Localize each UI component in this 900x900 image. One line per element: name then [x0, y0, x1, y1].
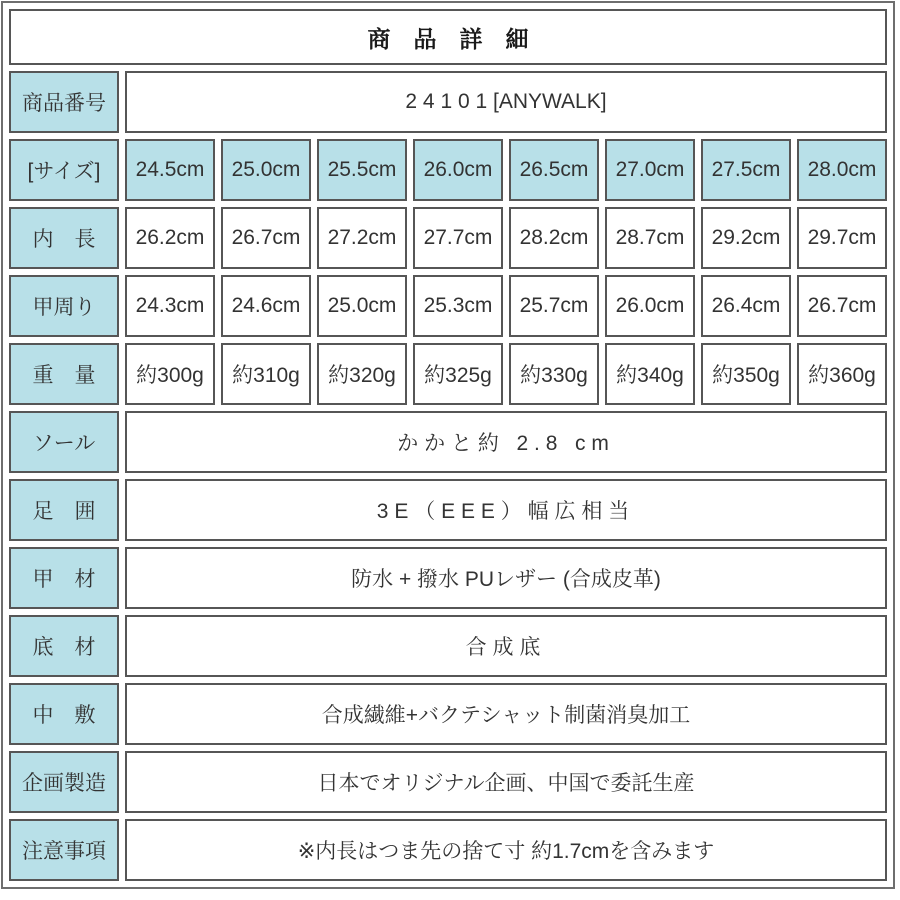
- outsole-material-value: 合成底: [125, 615, 887, 677]
- instep-girth-label: 甲周り: [9, 275, 119, 337]
- size-value: 27.0cm: [605, 139, 695, 201]
- insole-label: 中 敷: [9, 683, 119, 745]
- weight-value: 約340g: [605, 343, 695, 405]
- product-number-value: 2 4 1 0 1 [ANYWALK]: [125, 71, 887, 133]
- sole-row: [9, 411, 887, 473]
- weight-value: 約350g: [701, 343, 791, 405]
- production-label: 企画製造: [9, 751, 119, 813]
- inner-length-value: 29.7cm: [797, 207, 887, 269]
- inner-length-value: 27.2cm: [317, 207, 407, 269]
- notes-row: [9, 819, 887, 881]
- inner-length-value: 29.2cm: [701, 207, 791, 269]
- product-number-label: 商品番号: [9, 71, 119, 133]
- inner-length-label: 内 長: [9, 207, 119, 269]
- notes-value: ※内長はつま先の捨て寸 約1.7cmを含みます: [125, 819, 887, 881]
- instep-girth-row: [9, 275, 887, 337]
- inner-length-value: 28.7cm: [605, 207, 695, 269]
- foot-width-label: 足 囲: [9, 479, 119, 541]
- table-title: 商 品 詳 細: [9, 9, 887, 65]
- weight-row: [9, 343, 887, 405]
- instep-girth-value: 25.3cm: [413, 275, 503, 337]
- size-value: 26.0cm: [413, 139, 503, 201]
- upper-material-row: [9, 547, 887, 609]
- inner-length-value: 28.2cm: [509, 207, 599, 269]
- size-row: [9, 139, 887, 201]
- size-label: [サイズ]: [9, 139, 119, 201]
- instep-girth-value: 26.0cm: [605, 275, 695, 337]
- size-value: 26.5cm: [509, 139, 599, 201]
- size-value: 24.5cm: [125, 139, 215, 201]
- size-value: 25.0cm: [221, 139, 311, 201]
- sole-value: かかと約 2.8 cm: [125, 411, 887, 473]
- product-detail-table: [1, 1, 895, 889]
- instep-girth-value: 26.4cm: [701, 275, 791, 337]
- inner-length-value: 26.7cm: [221, 207, 311, 269]
- weight-value: 約320g: [317, 343, 407, 405]
- weight-value: 約330g: [509, 343, 599, 405]
- outsole-material-row: [9, 615, 887, 677]
- instep-girth-value: 25.7cm: [509, 275, 599, 337]
- inner-length-value: 26.2cm: [125, 207, 215, 269]
- upper-material-value: 防水 + 撥水 PUレザー (合成皮革): [125, 547, 887, 609]
- insole-value: 合成繊維+バクテシャット制菌消臭加工: [125, 683, 887, 745]
- title-row: [9, 9, 887, 65]
- production-value: 日本でオリジナル企画、中国で委託生産: [125, 751, 887, 813]
- inner-length-row: [9, 207, 887, 269]
- insole-row: [9, 683, 887, 745]
- instep-girth-value: 24.6cm: [221, 275, 311, 337]
- size-value: 27.5cm: [701, 139, 791, 201]
- instep-girth-value: 26.7cm: [797, 275, 887, 337]
- upper-material-label: 甲 材: [9, 547, 119, 609]
- size-value: 28.0cm: [797, 139, 887, 201]
- weight-value: 約360g: [797, 343, 887, 405]
- product-number-row: [9, 71, 887, 133]
- instep-girth-value: 24.3cm: [125, 275, 215, 337]
- notes-label: 注意事項: [9, 819, 119, 881]
- production-row: [9, 751, 887, 813]
- sole-label: ソール: [9, 411, 119, 473]
- foot-width-value: 3E（EEE）幅広相当: [125, 479, 887, 541]
- weight-value: 約325g: [413, 343, 503, 405]
- instep-girth-value: 25.0cm: [317, 275, 407, 337]
- weight-label: 重 量: [9, 343, 119, 405]
- weight-value: 約310g: [221, 343, 311, 405]
- inner-length-value: 27.7cm: [413, 207, 503, 269]
- foot-width-row: [9, 479, 887, 541]
- outsole-material-label: 底 材: [9, 615, 119, 677]
- size-value: 25.5cm: [317, 139, 407, 201]
- weight-value: 約300g: [125, 343, 215, 405]
